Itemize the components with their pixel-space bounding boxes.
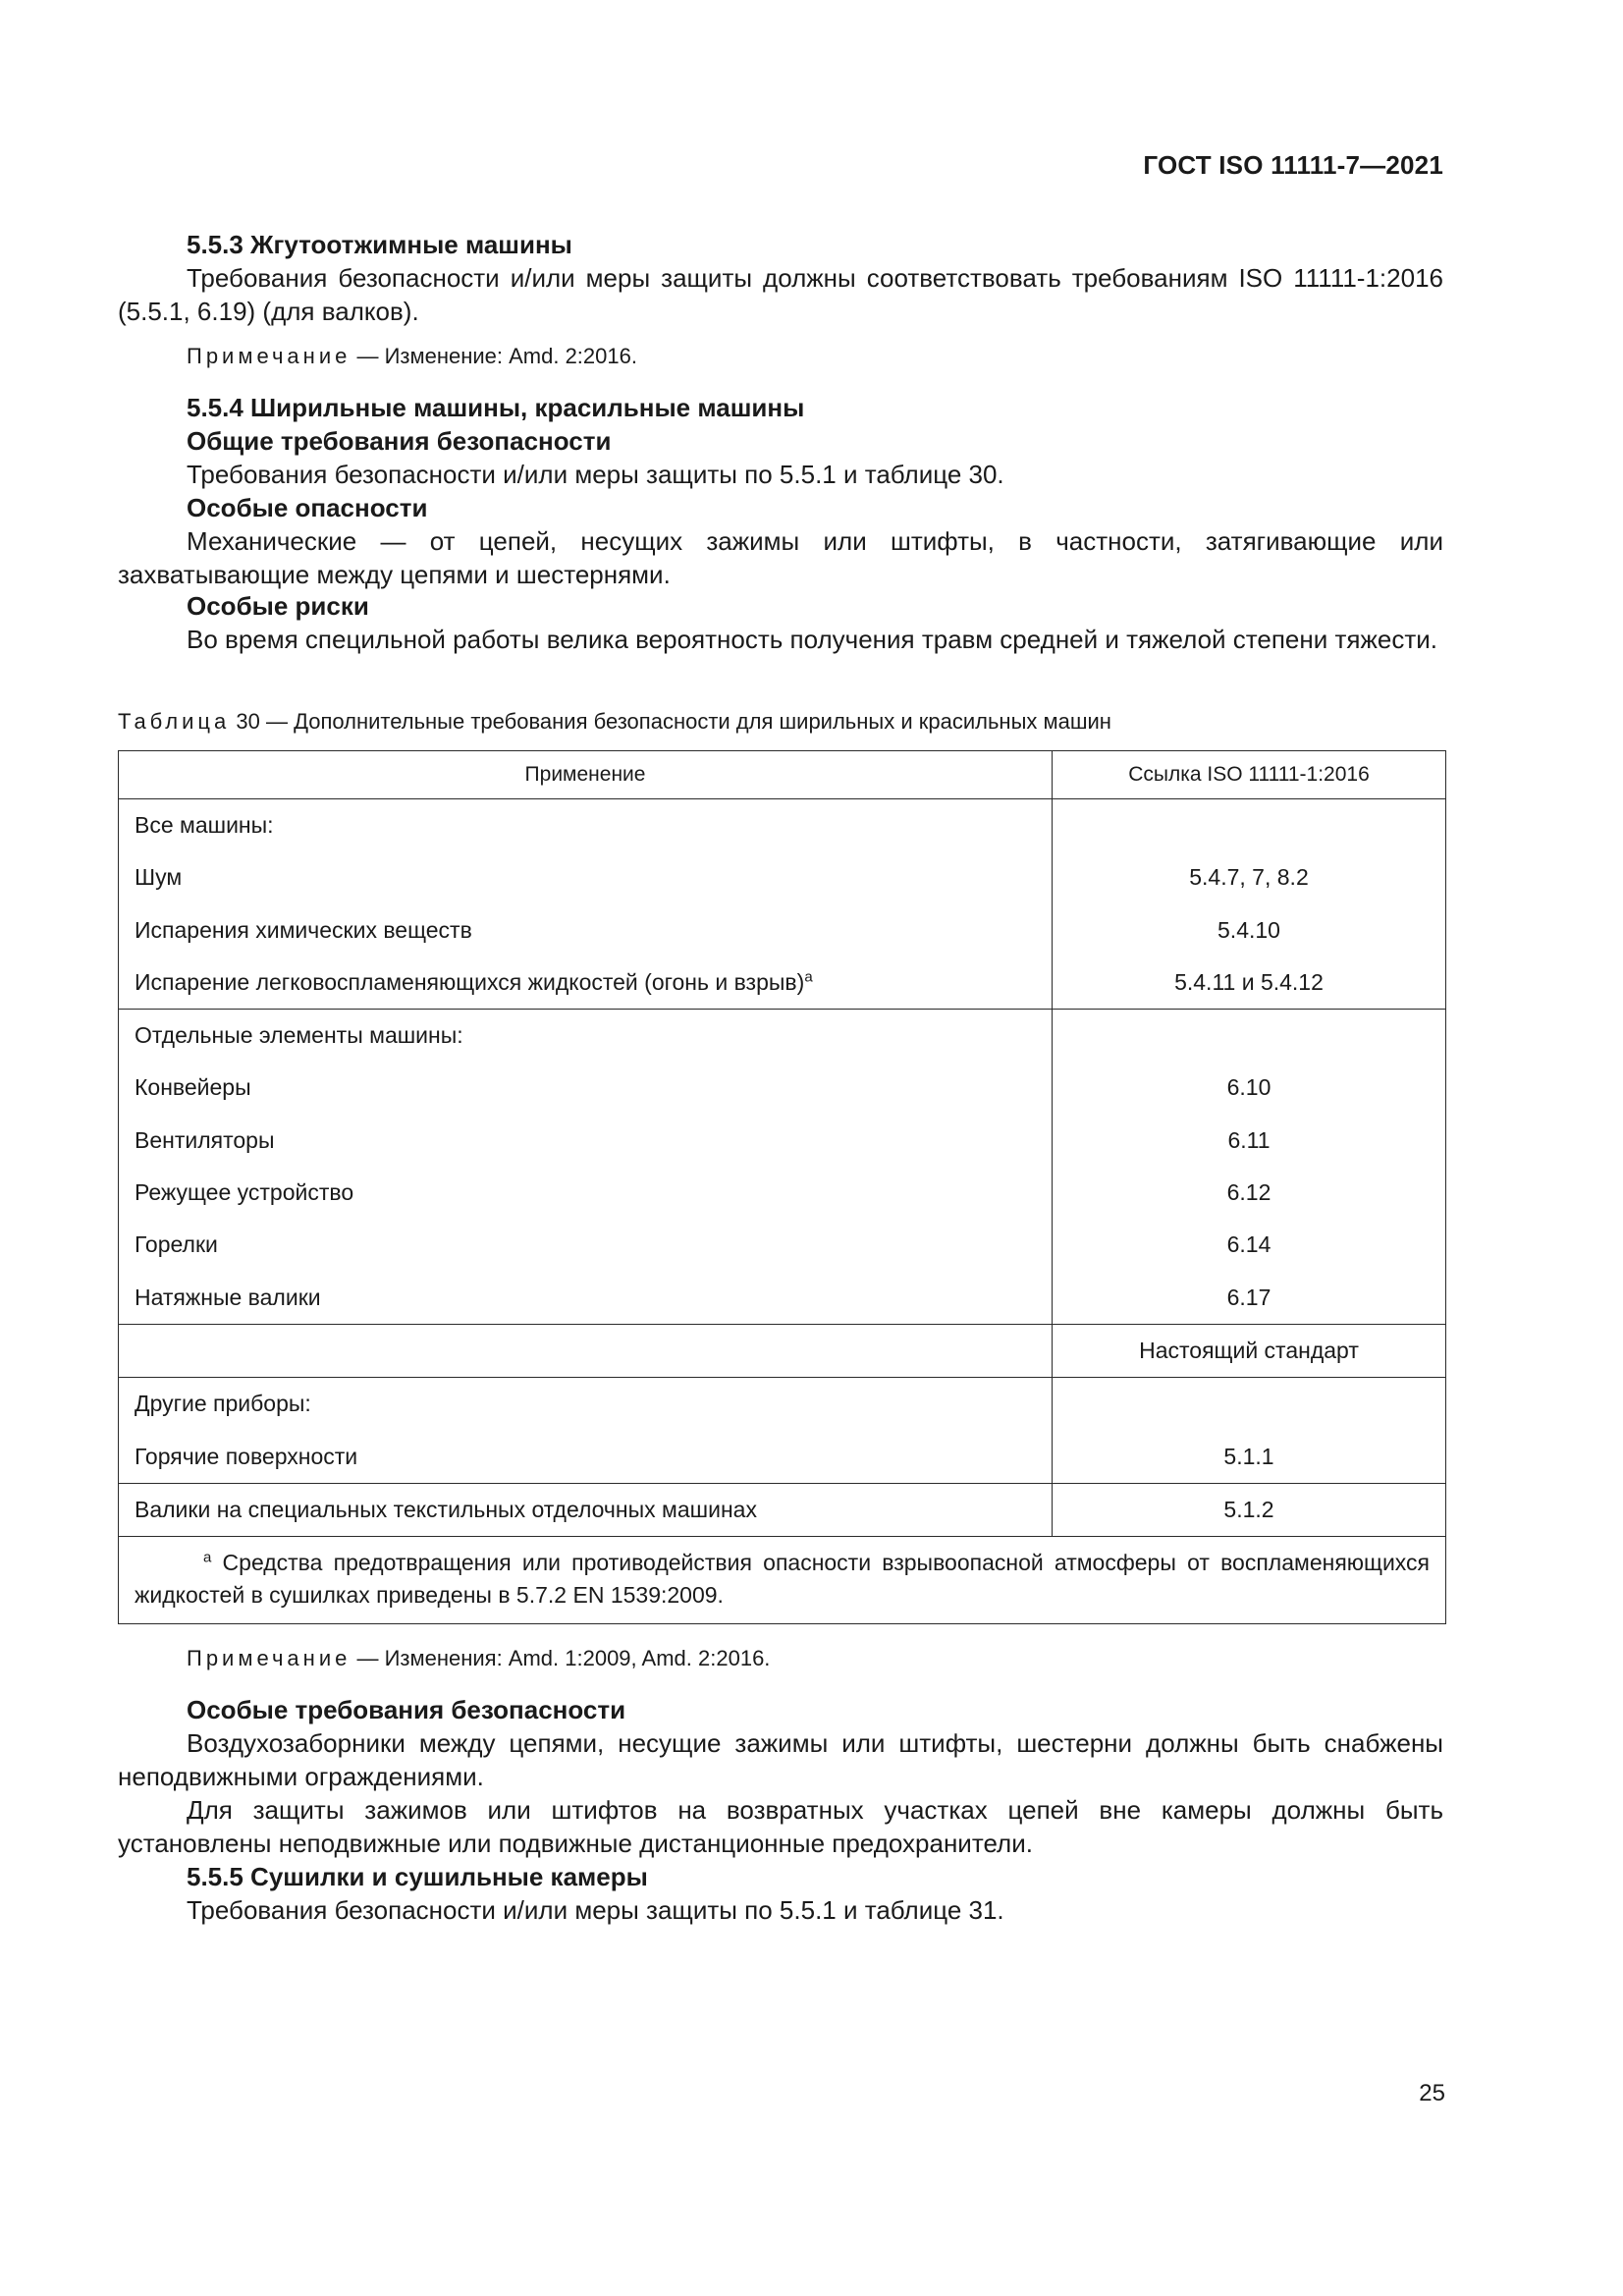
- application-line: Горелки: [135, 1231, 218, 1258]
- special-safety-heading: Особые требования безопасности: [187, 1695, 626, 1724]
- application-cell: [119, 799, 1053, 1010]
- reference-line: 5.4.7, 7, 8.2: [1189, 864, 1309, 891]
- reference-line: [1053, 799, 1445, 851]
- application-line: Все машины:: [135, 812, 274, 838]
- application-line: Конвейеры: [135, 1074, 251, 1101]
- reference-cell: [1053, 1324, 1446, 1377]
- application-cell: [119, 1324, 1053, 1377]
- table-30: [118, 750, 1446, 1624]
- footnote-text: Средства предотвращения или противодействия опасности взрывоопасной атмосферы от воспламеняющихся жидкостей в сушилках приведены в 5.7.2 EN 1539:2009.: [135, 1550, 1430, 1609]
- page-number: 25: [1419, 2080, 1445, 2106]
- application-line: Валики на специальных текстильных отделочных машинах: [135, 1496, 757, 1522]
- table-caption-label: Таблица: [118, 709, 231, 734]
- table-caption-text: 30 — Дополнительные требования безопасности для ширильных и красильных машин: [230, 709, 1111, 734]
- reference-line: 6.10: [1226, 1074, 1271, 1101]
- application-line-text: Испарение легковоспламеняющихся жидкостей (огонь и взрыв): [135, 968, 805, 995]
- reference-line: 5.1.2: [1223, 1496, 1274, 1522]
- reference-cell: [1053, 1378, 1446, 1484]
- section-5-5-4-heading: 5.5.4 Ширильные машины, красильные машины: [187, 393, 805, 422]
- note-text: — Изменение: Amd. 2:2016.: [351, 344, 637, 368]
- reference-cell: [1053, 1483, 1446, 1536]
- section-5-5-3-text: Требования безопасности и/или меры защиты должны соответствовать требованиям ISO 11111-1:2016 (5.5.1, 6.19) (для валков).: [118, 263, 1443, 326]
- reference-line: 6.17: [1226, 1284, 1271, 1310]
- column-header-application: Применение: [119, 751, 1053, 799]
- special-hazards-text: Механические — от цепей, несущих зажимы или штифты, в частности, затягивающие или захватывающие между цепями и шестернями.: [118, 526, 1443, 589]
- note-text: — Изменения: Amd. 1:2009, Amd. 2:2016.: [351, 1646, 771, 1670]
- note-label: Примечание: [187, 1646, 352, 1670]
- section-5-5-5-heading: 5.5.5 Сушилки и сушильные камеры: [187, 1862, 648, 1891]
- reference-line: 5.4.10: [1217, 916, 1280, 943]
- reference-line: 5.4.11 и 5.4.12: [1174, 968, 1324, 995]
- table-footnote: [119, 1537, 1446, 1624]
- application-line: Горячие поверхности: [135, 1443, 358, 1469]
- special-safety-para-1: Воздухозаборники между цепями, несущие зажимы или штифты, шестерни должны быть снабжены неподвижными ограждениями.: [118, 1728, 1443, 1791]
- application-line: Режущее устройство: [135, 1179, 354, 1206]
- general-requirements-heading: Общие требования безопасности: [187, 426, 612, 456]
- table-30-caption: [118, 709, 1111, 735]
- table-row: [119, 1378, 1446, 1484]
- application-line: [119, 957, 1052, 1009]
- application-line: Отдельные элементы машины:: [135, 1022, 463, 1049]
- column-header-reference: Ссылка ISO 11111-1:2016: [1053, 751, 1446, 799]
- table-30-note: [118, 1644, 1443, 1673]
- application-line: [119, 1325, 1052, 1377]
- section-5-5-5-text: Требования безопасности и/или меры защиты по 5.5.1 и таблице 31.: [187, 1895, 1004, 1925]
- reference-line: 6.12: [1226, 1179, 1271, 1206]
- reference-cell: [1053, 799, 1446, 1010]
- application-line: Испарения химических веществ: [135, 916, 472, 943]
- table-row: [119, 799, 1446, 1010]
- application-line: Шум: [135, 864, 183, 891]
- general-requirements-text: Требования безопасности и/или меры защиты по 5.5.1 и таблице 30.: [187, 460, 1004, 489]
- table-footnote-row: [119, 1537, 1446, 1624]
- reference-line: [1053, 1378, 1445, 1430]
- table-row: [119, 1010, 1446, 1325]
- application-line: Другие приборы:: [135, 1391, 311, 1417]
- table-row: [119, 1324, 1446, 1377]
- document-header: ГОСТ ISO 11111-7—2021: [1143, 150, 1443, 180]
- special-risks-text: Во время специльной работы велика вероятность получения травм средней и тяжелой степени тяжести.: [187, 625, 1437, 654]
- application-cell: [119, 1483, 1053, 1536]
- special-hazards-heading: Особые опасности: [187, 493, 428, 522]
- table-row: [119, 1483, 1446, 1536]
- reference-line: [1053, 1010, 1445, 1062]
- reference-line: 6.14: [1226, 1231, 1271, 1258]
- special-safety-para-2: Для защиты зажимов или штифтов на возвратных участках цепей вне камеры должны быть установлены неподвижные или подвижные дистанционные предохранители.: [118, 1795, 1443, 1858]
- footnote-mark: a: [203, 1549, 212, 1566]
- application-cell: [119, 1010, 1053, 1325]
- reference-cell: [1053, 1010, 1446, 1325]
- footnote-marker: a: [804, 968, 813, 986]
- special-risks-heading: Особые риски: [187, 591, 369, 621]
- reference-line: 6.11: [1227, 1126, 1271, 1153]
- application-cell: [119, 1378, 1053, 1484]
- section-5-5-3-heading: 5.5.3 Жгутоотжимные машины: [187, 230, 572, 259]
- application-line: Вентиляторы: [135, 1126, 275, 1153]
- reference-line: 5.1.1: [1223, 1443, 1274, 1469]
- reference-line: Настоящий стандарт: [1139, 1337, 1359, 1363]
- application-line: Натяжные валики: [135, 1284, 321, 1310]
- note-label: Примечание: [187, 344, 352, 368]
- section-5-5-3-note: [118, 342, 1443, 371]
